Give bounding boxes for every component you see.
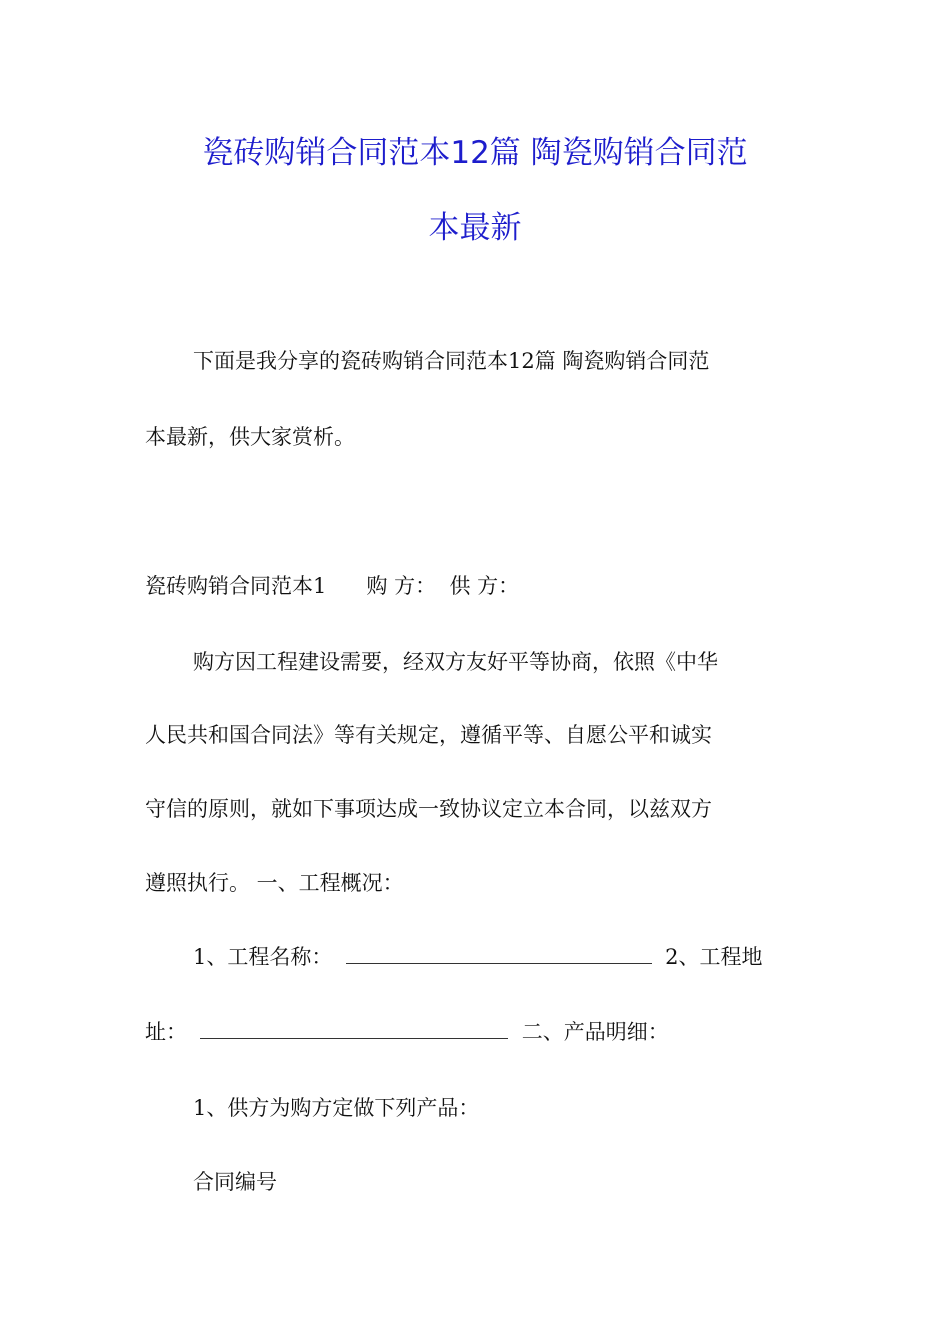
project-name-label: 1、工程名称：	[193, 945, 333, 969]
document-title-line-1: 瓷砖购销合同范本12篇 陶瓷购销合同范	[202, 135, 748, 171]
project-name-blank	[346, 945, 652, 964]
paragraph-line-2: 人民共和国合同法》等有关规定，遵循平等、自愿公平和诚实	[145, 723, 712, 747]
project-address-row	[145, 1017, 669, 1047]
paragraph-line-1: 购方因工程建设需要，经双方友好平等协商，依照《中华	[193, 650, 718, 674]
contract-number-label: 合同编号	[193, 1170, 277, 1194]
project-address-label-part2: 址：	[145, 1020, 187, 1044]
section-1-heading-row	[145, 571, 519, 601]
project-address-label-part1: 2、工程地	[665, 945, 763, 969]
paragraph-line-3: 守信的原则，就如下事项达成一致协议定立本合同，以兹双方	[145, 797, 712, 821]
project-name-row	[193, 942, 762, 972]
buyer-label: 购 方：	[366, 574, 437, 598]
section-1-heading: 瓷砖购销合同范本1	[145, 574, 327, 598]
products-item-1: 1、供方为购方定做下列产品：	[193, 1096, 480, 1120]
paragraph-line-4: 遵照执行。 一、工程概况：	[145, 871, 404, 895]
project-address-blank	[200, 1020, 508, 1039]
intro-line-1: 下面是我分享的瓷砖购销合同范本12篇 陶瓷购销合同范	[193, 349, 710, 373]
intro-line-2: 本最新，供大家赏析。	[145, 425, 355, 449]
products-heading: 二、产品明细：	[521, 1020, 669, 1044]
seller-label: 供 方：	[449, 574, 520, 598]
document-title-line-2: 本最新	[428, 210, 522, 246]
